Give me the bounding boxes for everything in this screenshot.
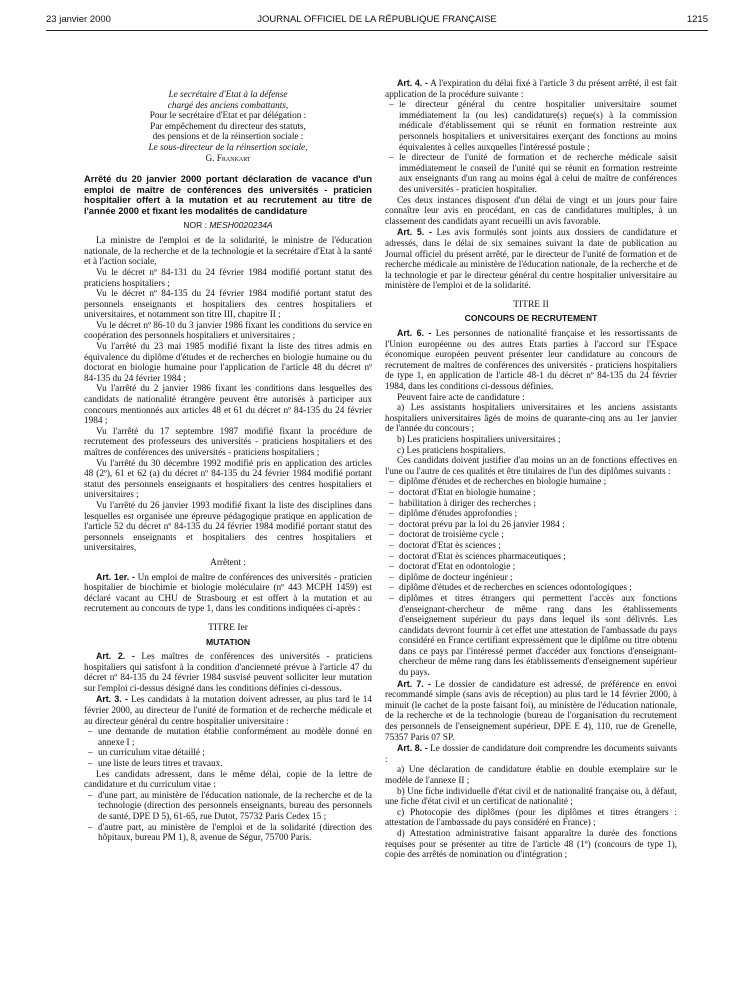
article-3-paragraph: Les candidats adressent, dans le même délai, copie de la lettre de candidature et du curriculum vitae : [84,769,372,791]
decree-title: Arrêté du 20 janvier 2000 portant déclaration de vacance d'un emploi de maître de conférences des universités - praticien hospitalier offert à la mutation et au recrutement au titre de l'année 2000 et fixant les modalités de candidature [84,174,372,216]
list-item: – le directeur de l'unité de formation et de recherche médicale saisit immédiatement le conseil de l'unité qui se réunit en formation restreinte aux enseignants d'un rang au moins égal à celui de maître de conférences des universités - praticien hospitalier. [385,153,677,195]
article-6-paragraph: b) Les praticiens hospitaliers universitaires ; [397,435,561,445]
article-8-paragraph: a) Une déclaration de candidature établie en double exemplaire sur le modèle de l'annexe II ; [385,765,677,786]
article-6: Art. 6. - Les personnes de nationalité française et les ressortissants de l'Union européenne ou des autres Etats parties à l'accord sur l'Espace économique européen peuvent présenter leur candidature au concours de recrutement de maîtres de conférences des universités - praticiens hospitaliers de type 1, en application de l'article 48-1 du décret nº 84-135 du 24 février 1984, dans les conditions ci-dessous définies. [385,328,678,393]
list-item: – doctorat d'Etat en odontologie ; [385,562,677,573]
signature-line: Le secrétaire d'Etat à la défense [168,90,288,100]
article-7: Art. 7. - Le dossier de candidature est adressé, de préférence en envoi recommandé simple (sans avis de réception) au plus tard le 14 février 2000, à minuit (le cachet de la poste faisant foi), au ministère de l'éducation nationale, de la recherche et de la technologie (bureau de l'organisation du recrutement des personnels de l'enseignement supérieur, DPE E 4), 110, rue de Grenelle, 75357 Paris 07 SP. [385,678,677,743]
right-column [385,78,677,861]
signature-line: Pour le secrétaire d'Etat et par délégation : [149,111,307,122]
titre-2-subheading: CONCOURS DE RECRUTEMENT [464,313,598,324]
list-item: – habilitation à diriger des recherches ; [385,499,677,510]
article-3: Art. 3. - Les candidats à la mutation doivent adresser, au plus tard le 14 février 2000, au directeur de l'unité de formation et de recherche médicale et au directeur général du centre hospitalier universitaire : [84,694,372,727]
article-5: Art. 5. - Les avis formulés sont joints aux dossiers de candidature et adressés, dans le délai de six semaines suivant la date de publication au Journal officiel du présent arrêté, par le directeur de l'unité de formation et de recherche médicale au ministère de l'éducation nationale, de la recherche et de la technologie et par le directeur général du centre hospitalier universitaire au ministère de l'emploi et de la solidarité. [385,227,678,292]
list-item: – doctorat d'Etat en biologie humaine ; [385,488,677,499]
article-6-paragraph: c) Les praticiens hospitaliers. [397,445,506,456]
preamble: La ministre de l'emploi et de la solidarité, le ministre de l'éducation nationale, de la recherche et de la technologie et la secrétaire d'Etat à la santé et à l'action sociale, [84,236,372,268]
list-item: – diplôme d'études et de recherches en biologie humaine ; [385,477,677,488]
visa: Vu l'arrêté du 30 décembre 1992 modifié pris en application des articles 48 (2º), 61 et 62 (a) du décret nº 84-135 du 24 février 1984 modifié portant statut des personnels enseignants et hospitaliers des centres hospitaliers et universitaires ; [84,458,372,501]
header-journal-title: JOURNAL OFFICIEL DE LA RÉPUBLIQUE FRANÇAISE [257,14,497,25]
list-item: – diplômes et titres étrangers qui permettent l'accès aux fonctions d'enseignant-chercheur de même rang dans les établissements d'enseignement supérieur du pays dans lequel ils sont délivrés. Les candidats devront fournir à cet effet une attestation de l'ambassade du pays considéré en France certifiant expressément que le diplôme ou titre obtenu dans ce pays par l'intéressé permet d'accéder aux fonctions d'enseignant-chercheur de même rang dans les établissements d'enseignement supérieur du pays. [385,594,677,679]
list-item: – diplôme d'études et de recherches en sciences odontologiques ; [385,583,677,594]
article-8-paragraph: b) Une fiche individuelle d'état civil et de nationalité française ou, à défaut, une fiche d'état civil et un certificat de nationalité ; [385,786,677,808]
article-6-paragraph: Ces candidats doivent justifier d'au moins un an de fonctions effectives en l'une ou l'autre de ces qualités et être titulaires de l'un des diplômes suivants : [385,456,677,477]
signature-line: chargé des anciens combattants, [167,100,289,111]
left-column [84,90,372,844]
article-3-addresses [84,791,372,844]
signature-line: Par empêchement du directeur des statuts, [150,121,306,132]
signatory-name: G. Frankart [205,153,251,164]
list-item: – doctorat d'Etat ès sciences pharmaceutiques ; [385,552,677,563]
visa: Vu le décret nº 84-131 du 24 février 1984 modifié portant statut des praticiens hospitaliers ; [84,267,372,289]
list-item: – d'autre part, au ministère de l'emploi et de la solidarité (direction des hôpitaux, bureau PM 1), 8, avenue de Ségur, 75700 Paris. [84,823,372,844]
visa: Vu le décret nº 86-10 du 3 janvier 1986 fixant les conditions du service en coopération des personnels hospitaliers et universitaires ; [84,320,372,342]
article-4-paragraph: Ces deux instances disposent d'un délai de vingt et un jours pour faire connaître leur avis en procédant, en cas de candidatures multiples, à un classement des candidats ayant recueilli un avis favorable. [385,195,677,227]
list-item: – doctorat prévu par la loi du 26 janvier 1984 ; [385,520,677,531]
titre-1-heading: TITRE Ier [208,622,248,633]
titre-1-subheading: MUTATION [205,636,251,647]
signature-line: des pensions et de la réinsertion sociale : [152,132,304,143]
article-8: Art. 8. - Le dossier de candidature doit comprendre les documents suivants : [385,743,677,765]
list-item: – une demande de mutation établie conformément au modèle donné en annexe I ; [84,727,372,748]
list-item: – un curriculum vitae détaillé ; [84,748,372,759]
visa: Vu l'arrêté du 2 janvier 1986 fixant les conditions dans lesquelles des candidats de nationalité étrangère peuvent être autorisés à participer aux concours mentionnés aux articles 48 et 61 du décret nº 84-135 du 24 février 1984 ; [84,384,372,427]
visa: Vu l'arrêté du 26 janvier 1993 modifié fixant la liste des disciplines dans lesquelles est organisée une épreuve pédagogique pratique en application de l'article 52 du décret nº 84-135 du 24 février 1984 modifié portant statut des personnels enseignants et hospitaliers des centres hospitaliers et universitaires, [84,500,372,554]
article-4: Art. 4. - A l'expiration du délai fixé à l'article 3 du présent arrêté, il est fait application de la procédure suivante : [385,78,677,100]
page-header [46,14,708,28]
article-6-paragraph: Peuvent faire acte de candidature : [397,392,525,403]
article-3-list [84,727,372,769]
list-item: – une liste de leurs titres et travaux. [84,759,372,770]
arretent-heading: Arrêtent : [210,557,246,568]
signature-line: Le sous-directeur de la réinsertion sociale, [148,142,308,153]
list-item: – le directeur général du centre hospitalier universitaire soumet immédiatement la (ou les) candidature(s) reçue(s) à la commission médicale d'établissement qui se réunit en formation restreinte aux personnels hospitaliers et universitaires exerçant des fonctions au moins équivalentes à celles auxquelles l'intéressé postule ; [385,100,677,153]
nor-reference: NOR : MESH0020234A [183,219,273,230]
header-date: 23 janvier 2000 [46,14,111,25]
article-2: Art. 2. - Les maîtres de conférences des universités - praticiens hospitaliers qui satisfont à la condition d'ancienneté prévue à l'article 47 du décret nº 84-135 du 24 février 1984 susvisé peuvent solliciter leur mutation sur l'emploi ci-dessus désigné dans les conditions définies ci-dessous. [84,651,373,694]
article-4-list [385,100,677,195]
list-item: – diplôme de docteur ingénieur ; [385,573,677,584]
header-rule [46,30,708,31]
list-item: – diplôme d'études approfondies ; [385,509,677,520]
header-page-number: 1215 [686,14,708,25]
article-6-paragraph: a) Les assistants hospitaliers universitaires et les anciens assistants hospitaliers universitaires âgés de moins de quarante-cinq ans au 1er janvier de l'année du concours ; [385,403,677,435]
article-8-paragraph: c) Photocopie des diplômes (pour les diplômes et titres étrangers : attestation de l'ambassade du pays considéré en France) ; [385,807,677,829]
article-1: Art. 1er. - Un emploi de maître de conférences des universités - praticien hospitalier de biochimie et biologie moléculaire (nº 443 MCPH 1459) est déclaré vacant au CHU de Strasbourg et est offert à la mutation et au recrutement au concours de type 1, dans les conditions indiquées ci-après : [84,571,373,615]
titre-2-heading: TITRE II [513,299,549,310]
list-item: – doctorat d'Etat ès sciences ; [385,541,677,552]
visa: Vu le décret nº 84-135 du 24 février 1984 modifié portant statut des personnels enseignants et hospitaliers des centres hospitaliers et universitaires, et notamment son titre III, chapitre II ; [84,289,372,321]
list-item: – d'une part, au ministère de l'éducation nationale, de la recherche et de la technologie (direction des personnels enseignants, bureau des personnels de santé, DPE D 5), 61-65, rue Dutot, 75732 Paris Cedex 15 ; [84,791,372,823]
visa: Vu l'arrêté du 17 septembre 1987 modifié fixant la procédure de recrutement des professeurs des universités - praticiens hospitaliers et des maîtres de conférences des universités - praticiens hospitaliers ; [84,426,372,458]
list-item: – doctorat de troisième cycle ; [385,530,677,541]
visa: Vu l'arrêté du 23 mai 1985 modifié fixant la liste des titres admis en équivalence du diplôme d'études et de recherches en biologie humaine ou du doctorat en biologie humaine pour l'application de l'article 48 du décret nº 84-135 du 24 février 1984 ; [84,342,372,384]
article-8-paragraph: d) Attestation administrative faisant apparaître la durée des fonctions requises pour se présenter au titre de l'article 48 (1º) (concours de type 1), copie des arrêtés de nomination ou d'intégration ; [385,828,677,861]
diploma-list [385,477,677,678]
